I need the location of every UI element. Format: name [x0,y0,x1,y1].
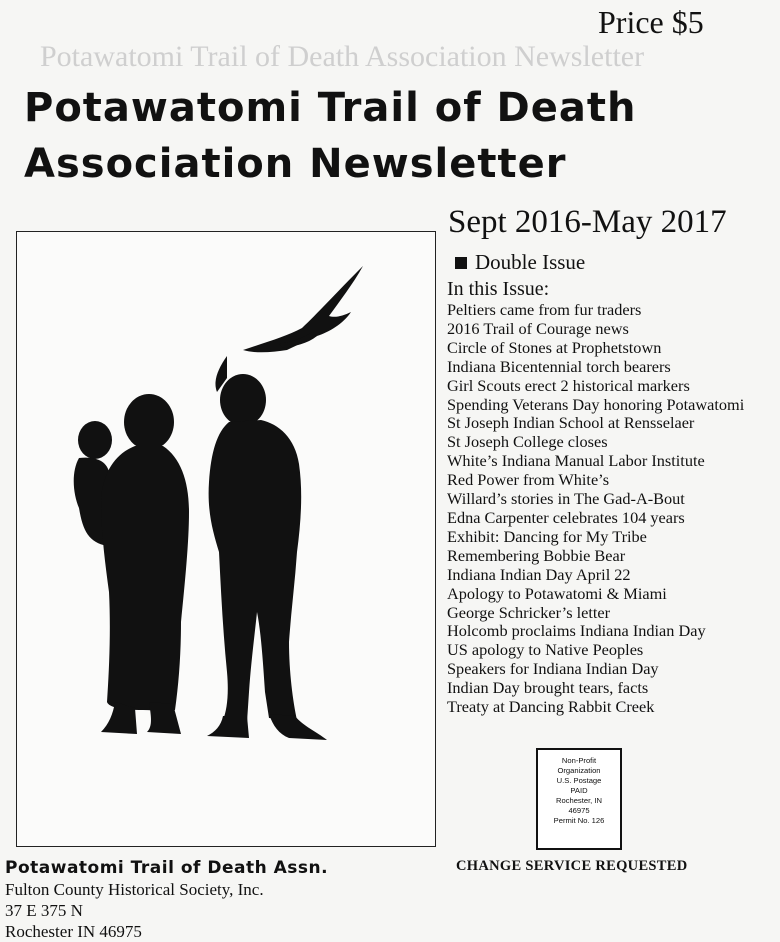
return-address-care-of: Fulton County Historical Society, Inc. [5,880,264,899]
toc-item: Girl Scouts erect 2 historical markers [447,375,690,395]
toc-item: Willard’s stories in The Gad-A-Bout [447,489,685,509]
double-issue-label [455,250,585,275]
toc-item: St Joseph College closes [447,432,608,452]
postage-line: Organization [557,766,601,775]
toc-item: Indiana Bicentennial torch bearers [447,356,671,376]
toc-item: St Joseph Indian School at Rensselaer [447,413,695,433]
postage-line: Rochester, IN [555,796,602,805]
toc-item: Spending Veterans Day honoring Potawatomi [447,394,745,414]
toc-item: US apology to Native Peoples [447,640,644,660]
return-address-city: Rochester IN 46975 [5,922,142,941]
issue-date-range: Sept 2016-May 2017 [448,204,727,240]
toc-item: Exhibit: Dancing for My Tribe [447,526,647,546]
postage-line: 46975 [568,806,590,815]
woman-with-child-silhouette [74,394,189,734]
postage-line: Non-Profit [561,756,597,765]
masthead-line-1: Potawatomi Trail of Death [24,85,637,131]
silhouette-art [17,232,435,846]
change-service-notice: CHANGE SERVICE REQUESTED [456,858,688,874]
man-silhouette [207,356,327,740]
toc-item: Holcomb proclaims Indiana Indian Day [447,621,706,641]
toc-item: Indiana Indian Day April 22 [447,564,631,584]
masthead-line-2: Association Newsletter [24,141,567,187]
postage-indicia [536,748,622,850]
toc-item: Apology to Potawatomi & Miami [447,583,667,603]
return-address-org: Potawatomi Trail of Death Assn. [5,858,329,878]
toc-item: Circle of Stones at Prophetstown [447,337,662,357]
return-address-street: 37 E 375 N [5,901,83,920]
toc-item: White’s Indiana Manual Labor Institute [447,451,705,471]
toc-item: Peltiers came from fur traders [447,300,642,319]
toc-item: Red Power from White’s [447,470,610,490]
toc-item: Indian Day brought tears, facts [447,678,649,698]
postage-line: PAID [570,786,588,795]
toc-item: George Schricker’s letter [447,602,611,622]
toc-item: 2016 Trail of Courage news [447,318,629,338]
toc-item: Speakers for Indiana Indian Day [447,659,659,679]
table-of-contents [447,301,744,717]
in-this-issue-heading: In this Issue: [447,278,550,300]
newsletter-masthead [24,80,764,192]
return-address [5,858,328,942]
toc-item: Edna Carpenter celebrates 104 years [447,507,685,527]
toc-item: Remembering Bobbie Bear [447,545,626,565]
postage-line: Permit No. 126 [553,816,605,825]
price-label: Price $5 [598,4,704,40]
double-issue-text: Double Issue [475,250,586,274]
bleed-through-heading: Potawatomi Trail of Death Association Newsletter [40,40,645,73]
silhouette-illustration [16,231,436,847]
square-bullet-icon [455,257,467,269]
toc-item: Treaty at Dancing Rabbit Creek [447,697,655,717]
postage-line: U.S. Postage [556,776,602,785]
